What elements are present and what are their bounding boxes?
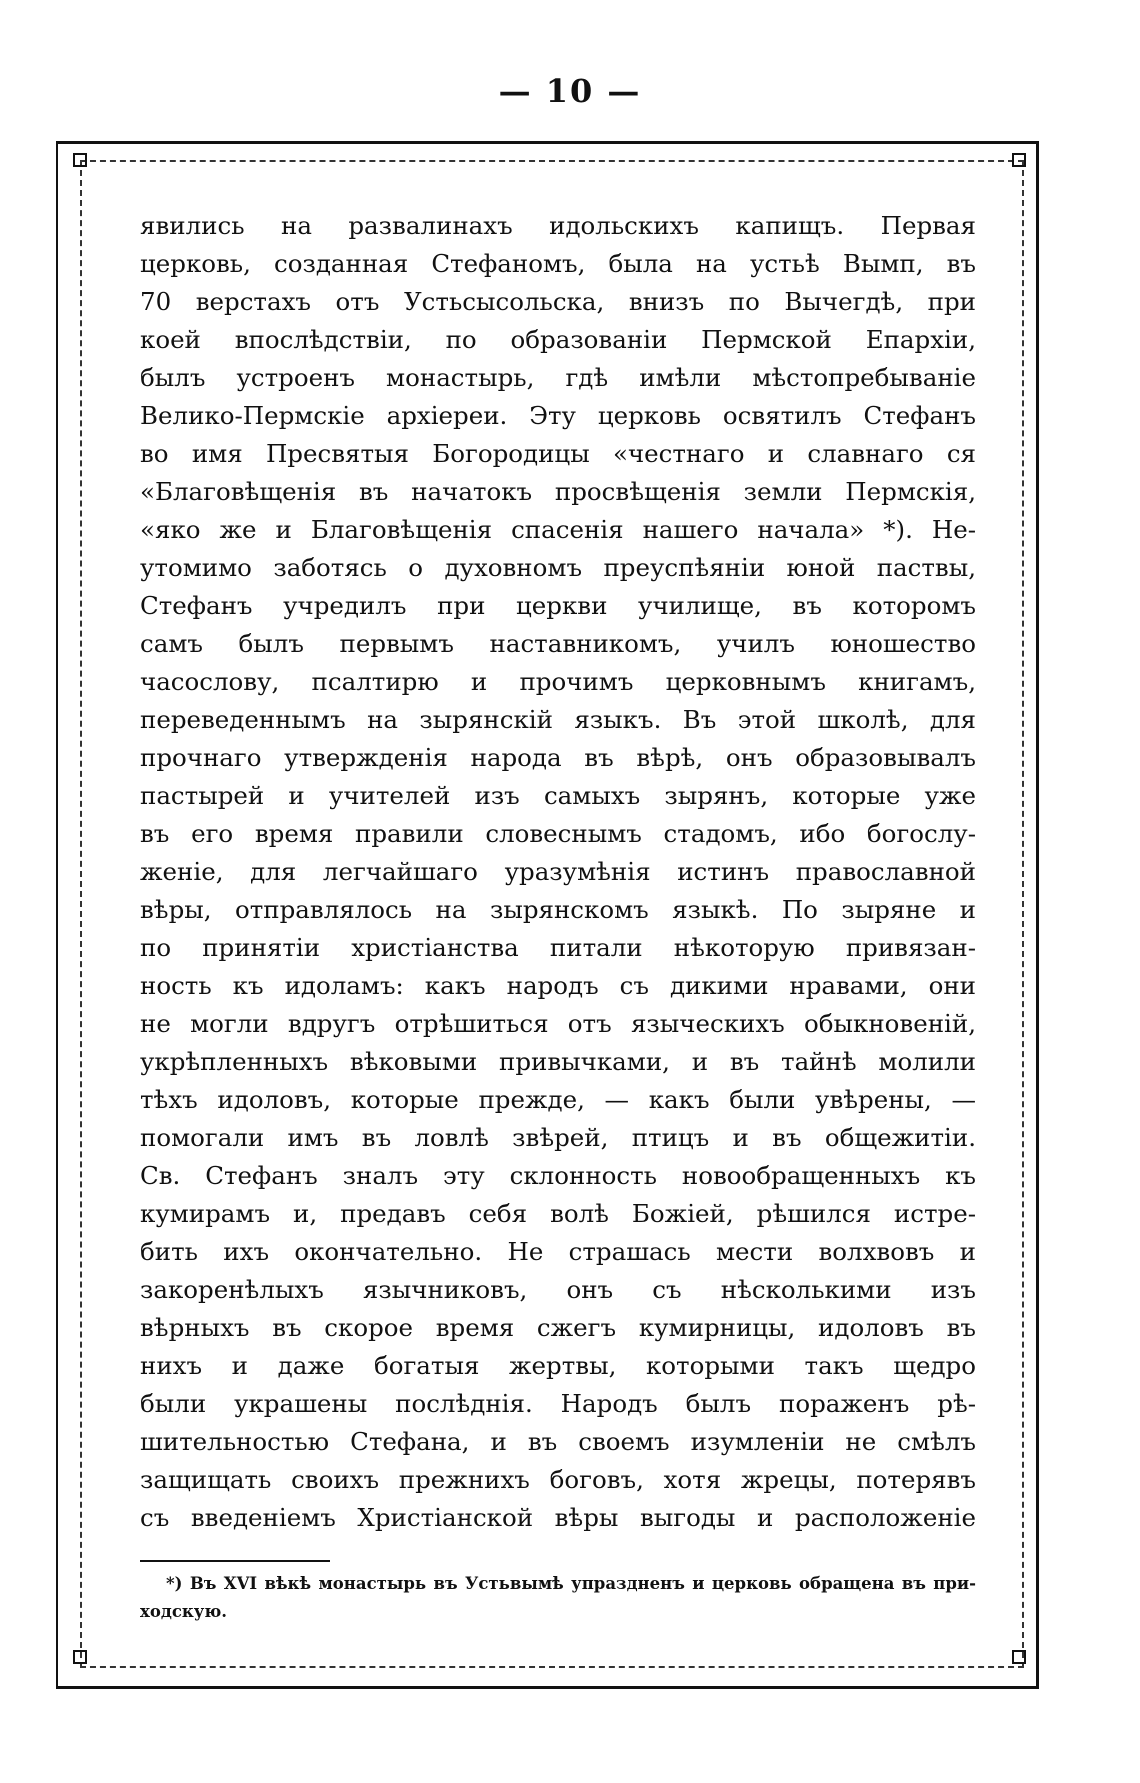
text-line: вѣры, отправлялось на зырянскомъ языкѣ. По зыряне и xyxy=(140,895,976,924)
text-line: закоренѣлыхъ язычниковъ, онъ съ нѣсколькими изъ xyxy=(140,1275,976,1304)
text-line: во имя Пресвятыя Богородицы «честнаго и славнаго ся xyxy=(140,439,976,468)
text-line: съ введеніемъ Христіанской вѣры выгоды и расположеніе xyxy=(140,1503,976,1532)
footnote-line: ходскую. xyxy=(140,1602,228,1621)
text-line: по принятіи христіанства питали нѣкоторую привязан- xyxy=(140,933,976,962)
text-line: женіе, для легчайшаго уразумѣнія истинъ православной xyxy=(140,857,976,886)
text-line: бить ихъ окончательно. Не страшась мести волхвовъ и xyxy=(140,1237,976,1266)
text-line: Св. Стефанъ зналъ эту склонность новообращенныхъ къ xyxy=(140,1161,976,1190)
text-line: 70 верстахъ отъ Устьсысольска, внизъ по Вычегдѣ, при xyxy=(140,287,976,316)
text-line: пастырей и учителей изъ самыхъ зырянъ, которые уже xyxy=(140,781,976,810)
footnote-line: *) Въ XVI вѣкѣ монастырь въ Устьвымѣ упраздненъ и церковь обращена въ при- xyxy=(166,1574,976,1593)
text-line: переведеннымъ на зырянскій языкъ. Въ этой школѣ, для xyxy=(140,705,976,734)
text-line: «Благовѣщенія въ начатокъ просвѣщенія земли Пермскія, xyxy=(140,477,976,506)
text-line: кумирамъ и, предавъ себя волѣ Божіей, рѣшился истре- xyxy=(140,1199,976,1228)
text-line: часослову, псалтирю и прочимъ церковнымъ книгамъ, xyxy=(140,667,976,696)
footnote xyxy=(140,1570,976,1626)
text-line: Стефанъ учредилъ при церкви училище, въ которомъ xyxy=(140,591,976,620)
text-line: были украшены послѣднія. Народъ былъ пораженъ рѣ- xyxy=(140,1389,976,1418)
text-line: коей впослѣдствіи, по образованіи Пермской Епархіи, xyxy=(140,325,976,354)
text-line: укрѣпленныхъ вѣковыми привычками, и въ тайнѣ молили xyxy=(140,1047,976,1076)
text-line: былъ устроенъ монастырь, гдѣ имѣли мѣстопребываніе xyxy=(140,363,976,392)
text-line: помогали имъ въ ловлѣ звѣрей, птицъ и въ общежитіи. xyxy=(140,1123,976,1152)
page-number: — 10 — xyxy=(498,72,642,110)
body-text xyxy=(140,207,976,1537)
text-line: тѣхъ идоловъ, которые прежде, — какъ были увѣрены, — xyxy=(140,1085,976,1114)
corner-ornament-bottom-left xyxy=(73,1650,87,1664)
text-line: ность къ идоламъ: какъ народъ съ дикими нравами, они xyxy=(140,971,976,1000)
text-line: утомимо заботясь о духовномъ преуспѣяніи юной паствы, xyxy=(140,553,976,582)
text-line: въ его время правили словеснымъ стадомъ, ибо богослу- xyxy=(140,819,976,848)
text-line: не могли вдругъ отрѣшиться отъ языческихъ обыкновеній, xyxy=(140,1009,976,1038)
text-line: прочнаго утвержденія народа въ вѣрѣ, онъ образовывалъ xyxy=(140,743,976,772)
corner-ornament-bottom-right xyxy=(1012,1650,1026,1664)
text-line: шительностью Стефана, и въ своемъ изумленіи не смѣлъ xyxy=(140,1427,976,1456)
text-line: «яко же и Благовѣщенія спасенія нашего начала» *). Не- xyxy=(140,515,976,544)
footnote-separator xyxy=(140,1560,330,1562)
text-line: церковь, созданная Стефаномъ, была на устьѣ Вымп, въ xyxy=(140,249,976,278)
corner-ornament-top-right xyxy=(1012,153,1026,167)
text-line: самъ былъ первымъ наставникомъ, училъ юношество xyxy=(140,629,976,658)
text-line: Велико-Пермскіе архіереи. Эту церковь освятилъ Стефанъ xyxy=(140,401,976,430)
corner-ornament-top-left xyxy=(73,153,87,167)
text-line: защищать своихъ прежнихъ боговъ, хотя жрецы, потерявъ xyxy=(140,1465,976,1494)
text-line: вѣрныхъ въ скорое время сжегъ кумирницы, идоловъ въ xyxy=(140,1313,976,1342)
text-line: явились на развалинахъ идольскихъ капищъ. Первая xyxy=(140,211,976,240)
text-line: нихъ и даже богатыя жертвы, которыми такъ щедро xyxy=(140,1351,976,1380)
